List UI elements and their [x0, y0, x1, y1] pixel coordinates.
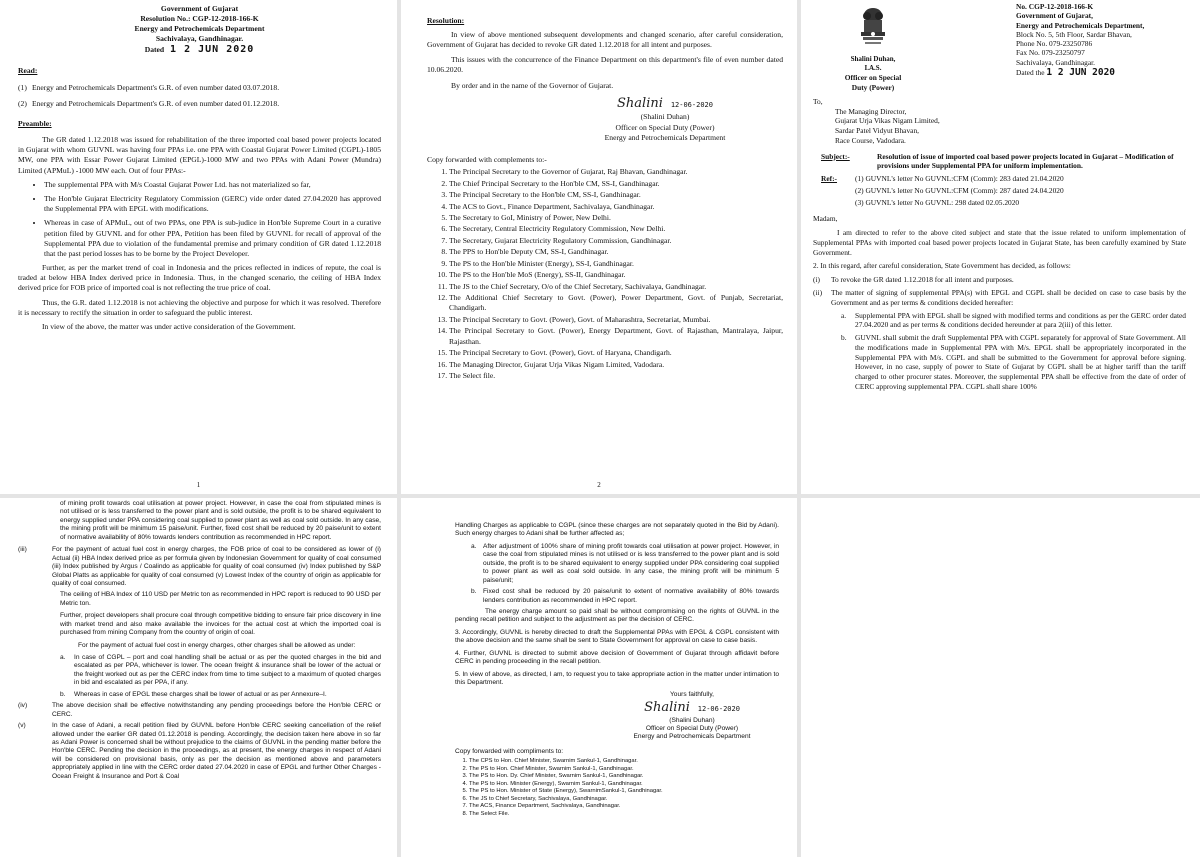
resolution-paragraph: In view of above mentioned subsequent developments and changed scenario, after careful consideration, Government of Gujarat has decided to revoke GR dated 1.12.2018 for all intent and purposes. — [427, 30, 783, 50]
decision-item — [18, 546, 381, 588]
copy-list-item: 5. The Secretary to GoI, Ministry of Power, New Delhi. — [449, 213, 783, 223]
date-stamp: 1 2 JUN 2020 — [1046, 66, 1116, 78]
reference-item: (3) GUVNL's letter No GUVNL: 298 dated 02.05.2020 — [855, 197, 1020, 207]
to-label: To, — [813, 96, 823, 106]
document-page-4 — [0, 498, 397, 857]
by-order-line: By order and in the name of the Governor of Gujarat. — [451, 80, 614, 90]
address-line: Fax No. 079-23250797 — [1016, 48, 1085, 58]
copy-list-item: 4. The PS to Hon. Minister (Energy), Swarnim Sankul-1, Gandhinagar. — [469, 781, 779, 789]
copy-list-item: 8. The Select File. — [469, 811, 779, 819]
decision-item-number: (i) — [813, 275, 820, 285]
item-paragraph: For the payment of actual fuel cost in energy charges, other charges shall be allowed as under: — [78, 641, 356, 649]
copy-list-item: 6. The Secretary, Central Electricity Regulatory Commission, New Delhi. — [449, 224, 783, 234]
copy-list-item: 2. The Chief Principal Secretary to the Hon'ble CM, SS-I, Gandhinagar. — [449, 179, 783, 189]
dated-label: Dated — [144, 45, 165, 55]
signature-date: 12-06-2020 — [670, 101, 713, 110]
decision-item — [18, 702, 381, 719]
reference-item: (2) GUVNL's letter No GUVNL:CFM (Comm): 287 dated 24.04.2020 — [855, 185, 1064, 195]
officer-title: Officer on Special Duty (Power) — [844, 73, 902, 92]
closing: Yours faithfully, — [670, 691, 714, 699]
copy-list-item: 4. The ACS to Govt., Finance Department, Sachivalaya, Gandhinagar. — [449, 202, 783, 212]
ppa-bullet-list — [18, 180, 381, 259]
document-page-1 — [0, 0, 397, 494]
item-paragraph: The ceiling of HBA Index of 110 USD per Metric ton as recommended in HPC report is reduced to 90 USD per Metric ton. — [60, 591, 381, 607]
item-paragraph: Further, project developers shall procure coal through competitive bidding to ensure fair price discovery in line with market trend and also make available the invoices for the actual cost at which the imported coal is purchased from mining Company from the country of origin of coal. — [60, 612, 381, 637]
signature-block — [547, 95, 783, 143]
dated-label: Dated the — [1016, 67, 1045, 77]
continuation-paragraph: Handling Charges as applicable to CGPL (since these charges are not separately quoted in the Bid by Adani). Such energy charges to Adani shall be further affected as; — [455, 522, 779, 538]
subitem-text: Supplemental PPA with EPGL shall be signed with modified terms and conditions as per the GERC order dated 27.04.2020 and as per terms & conditions decided hereunder at para 2(iii) of this letter. — [855, 310, 1186, 330]
copy-list-item: 2. The PS to Hon. Chief Minister, Swarnim Sankul-1, Gandhinagar. — [469, 766, 779, 774]
charges-subitem — [60, 691, 381, 699]
subitem-letter: b. — [60, 690, 66, 698]
letterhead-line: Government of Gujarat, — [1016, 11, 1093, 21]
copy-list-item: 3. The PS to Hon. Dy. Chief Minister, Swarnim Sankul-1, Gandhinagar. — [469, 773, 779, 781]
letter-paragraph: 5. In view of above, as directed, I am, to request you to take appropriate action in the matter under intimation to this Department. — [455, 670, 779, 686]
read-item-text: Energy and Petrochemicals Department's G.R. of even number dated 03.07.2018. — [32, 82, 280, 92]
copy-list-item: 1. The CPS to Hon. Chief Minister, Swarnim Sankul-1, Gandhinagar. — [469, 758, 779, 766]
state-emblem-icon — [856, 6, 890, 50]
document-page-2 — [401, 0, 797, 494]
copy-list-item: 1. The Principal Secretary to the Governor of Gujarat, Raj Bhavan, Gandhinagar. — [449, 167, 783, 177]
subitem-text: Fixed cost shall be reduced by 20 paise/unit to extent of normative availability of 80% towards lenders contribution as recommended in HPC report. — [483, 588, 779, 604]
recipient-address — [835, 107, 1186, 146]
energy-charge-subitem — [471, 543, 779, 585]
date-stamp: 1 2 JUN 2020 — [170, 44, 255, 56]
preamble-paragraph: The GR dated 1.12.2018 was issued for rehabilitation of the three imported coal based power projects located in Gujarat with whom GUVNL was having four PPAs i.e. one PPA with Coastal Gujarat Power Limited (CGPL)-1805 MW, one PPA with Essar Power Gujarat Limited (EPGL)-1000 MW and two PPAs with Adani Power (Mundra) Limited (APMuL) -1000 MW each. Out of four PPAs:- — [18, 135, 381, 175]
signatory-name: (Shalini Duhan) — [640, 112, 690, 122]
copy-list-item: 6. The JS to Chief Secretary, Sachivalaya, Gandhinagar. — [469, 796, 779, 804]
signature-date: 12-06-2020 — [697, 704, 740, 713]
continuation-paragraph: of mining profit towards coal utilisation at power project. However, in case the coal from stipulated mines is not utilised or is less transferred to the power plant and is sold outside, the profit is to be shared equivalent to energy supplied under PPA considering coal supplied to power plant as well as coal sold outside. In any case, the mining profit will be minimum 15 paise/unit. Further, fixed cost shall be reduced by 20 paise/unit to extent of normative availability of 80% towards lenders contribution as recommended in HPC report. — [60, 500, 381, 541]
subitem-letter: a. — [471, 542, 477, 550]
copy-list-item: 9. The PS to the Hon'ble Minister (Energy), SS-I, Gandhinagar. — [449, 259, 783, 269]
header-line: Resolution No.: CGP-12-2018-166-K — [140, 13, 259, 23]
copy-list-item: 17. The Select file. — [449, 371, 783, 381]
concurrence-paragraph: This issues with the concurrence of the Finance Department on this department's file of even number dated 10.06.2020. — [427, 54, 783, 74]
ppa-bullet: • The Hon'ble Gujarat Electricity Regulatory Commission (GERC) vide order dated 27.04.2020 has approved the Supplemental PPA with EPGL with modifications. — [44, 194, 381, 214]
read-item — [18, 99, 381, 109]
decision-item-number: (iv) — [18, 702, 28, 710]
copy-list-item: 3. The Principal Secretary to the Hon'ble CM, SS-I, Gandhinagar. — [449, 190, 783, 200]
signature-block — [605, 691, 779, 741]
signatory-department: Energy and Petrochemicals Department — [633, 733, 751, 741]
energy-charge-subitem — [471, 588, 779, 605]
ppa-bullet: • The supplemental PPA with M/s Coastal Gujarat Power Ltd. has not materialized so far, — [44, 180, 381, 190]
decision-item-text: To revoke the GR dated 1.12.2018 for all intent and purposes. — [831, 275, 1014, 285]
officer-name: Shalini Duhan, I.A.S. — [850, 54, 896, 72]
decision-item-number: (ii) — [813, 288, 823, 298]
copy-heading: Copy forwarded with compliments to: — [455, 747, 564, 755]
preamble-heading: Preamble: — [18, 118, 52, 128]
subject-line — [821, 152, 1186, 172]
signatory-name: (Shalini Duhan) — [669, 716, 715, 724]
signatory-department: Energy and Petrochemicals Department — [604, 132, 726, 142]
signatory-title: Officer on Special Duty (Power) — [615, 122, 715, 132]
decision-item — [18, 722, 381, 781]
subitem-text: Whereas in case of EPGL these charges shall be lower of actual or as per Annexure–I. — [74, 690, 327, 698]
address-line: Phone No. 079-23250786 — [1016, 39, 1093, 48]
subitem-text: GUVNL shall submit the draft Supplemental PPA with CGPL separately for approval of State Government. All the modifications made in Supplemental PPA with M/s. EPGL shall be appropriately incorporated in the Supplemental PPA with M/s. CGPL and shall be submitted to the Government for approval before signing. However, in no case, supply of power to State of Gujarat by CGPL shall be at higher tariff than the tariff charged to other procurer states. Moreover, the supplemental PPA shall be effective from the date of order of CERC approving supplemental PPA. CGPL shall share 100% — [855, 333, 1186, 391]
letter-paragraph: I am directed to refer to the above cited subject and state that the issue related to uniform implementation of Supplemental PPAs with imported coal based power projects located in Gujarat State, has been carefully examined by State Government. — [813, 228, 1186, 257]
copy-list-item: 11. The JS to the Chief Secretary, O/o of the Chief Secretary, Sachivalaya, Gandhinagar. — [449, 282, 783, 292]
decision-item-number: (v) — [18, 722, 26, 730]
decision-item-number: (iii) — [18, 546, 27, 554]
letterhead-right — [1016, 2, 1186, 93]
address-line: Sachivalaya, Gandhinagar. — [1016, 57, 1096, 67]
decision-item-text: The matter of signing of supplemental PPA(s) with EPGL and CGPL shall be decided on case to case basis by the Government and as per terms & conditions decided hereafter: — [831, 288, 1186, 307]
letter-paragraph: 4. Further, GUVNL is directed to submit above decision of Government of Gujarat through affidavit before CERC in pending proceeding in the recall petition. — [455, 649, 779, 666]
copy-list-item: 12. The Additional Chief Secretary to Govt. (Power), Power Department, Govt. of Punjab, Secretariat, Chandigarh. — [449, 293, 783, 313]
gr-header — [78, 4, 321, 56]
references — [821, 174, 1186, 209]
reference-item: (1) GUVNL's letter No GUVNL:CFM (Comm): 283 dated 21.04.2020 — [855, 174, 1064, 184]
recipient-line: The Managing Director, — [835, 106, 907, 116]
signature — [605, 700, 779, 717]
subject-text: Resolution of issue of imported coal based power projects located in Gujarat – Modification of provisions under Supplemental PPA for uniform implementation. — [877, 151, 1174, 171]
signature — [547, 95, 783, 112]
subitem-letter: b. — [471, 588, 477, 596]
copy-list-item: 10. The PS to the Hon'ble MoS (Energy), SS-II, Gandhinagar. — [449, 270, 783, 280]
charges-subitem — [60, 654, 381, 688]
signature-mark: Shalini — [644, 699, 690, 715]
recipient-line: Race Course, Vadodara. — [835, 135, 906, 145]
letter-paragraph: The energy charge amount so paid shall be without compromising on the rights of GUVNL in the pending recall petition and subject to the adjustment as per the decision of CERC. — [455, 607, 779, 624]
address-line: Block No. 5, 5th Floor, Sardar Bhavan, — [1016, 29, 1132, 39]
letter-paragraph: 2. In this regard, after careful consideration, State Government has decided, as follows: — [813, 261, 1071, 271]
read-item-text: Energy and Petrochemicals Department's G.R. of even number dated 01.12.2018. — [32, 98, 280, 108]
subitem-letter: a. — [841, 310, 847, 320]
dated-line — [1016, 67, 1186, 79]
signatory-title: Officer on Special Duty (Power) — [645, 724, 739, 732]
copy-list-item: 8. The PPS to Hon'ble Deputy CM, SS-I, Gandhinagar. — [449, 247, 783, 257]
read-item — [18, 83, 381, 93]
ppa-bullet: • Whereas in case of APMuL, out of two PPAs, one PPA is sub-judice in Hon'ble Supreme Court in a curative petition filed by GUVNL and for other PPA, Petition has been filed by GUVNL for recall of approval of the Supplemental PPA due to violation of the fundamental premise and primary condition of GR dated 1.12.2018 that the past period losses has to be borne by the Project Developer. — [44, 218, 381, 259]
market-trend-paragraph: Further, as per the market trend of coal in Indonesia and the prices reflected in indices of repute, the coal is traded at below HBA Index derived price in Indonesia. Thus, in the changed scenario, the ceiling of HBA Index derived price for FOB price of imported coal is not reflecting the true price of coal. — [18, 263, 381, 293]
objective-paragraph: Thus, the G.R. dated 1.12.2018 is not achieving the objective and purpose for which it was resolved. Therefore it is necessary to rectify the situation in order to safeguard the public interest. — [18, 297, 381, 317]
subitem-letter: b. — [841, 333, 847, 343]
page-number: 2 — [597, 480, 601, 489]
subitem-text: In case of CGPL – port and coal handling shall be actual or as per the quoted charges in the bid and escalated as per PPA, whichever is lower. The ocean freight & insurance shall be lower of the actual or the freight worked out as per the CERC index from time to time subject to a maximum of quoted charges in bid and escalated as per PPA, if any. — [74, 654, 381, 687]
read-heading: Read: — [18, 66, 38, 76]
letterhead — [813, 2, 1186, 93]
blank-page — [801, 498, 1200, 857]
decision-subitem — [841, 333, 1186, 392]
decision-item-text: The above decision shall be effective notwithstanding any pending proceedings before the Hon'ble CERC or CERC. — [52, 702, 381, 718]
signature-mark: Shalini — [617, 96, 663, 112]
copy-list-item: 7. The Secretary, Gujarat Electricity Regulatory Commission, Gandhinagar. — [449, 236, 783, 246]
decision-subitem — [841, 311, 1186, 331]
decision-item-text: For the payment of actual fuel cost in energy charges, the FOB price of coal to be considered as lower of (i) Actual (ii) HBA Index derived price as per formula given by Indonesian Government for quality of coal consumed (iii) Index published by Argus / Coalindo as applicable for quality of coal consumed (iv) Index published by S&P Global Platts as applicable for quality of coal consumed (v) Lowest Index of the country of origin as applicable for quality of coal consumed. — [52, 546, 381, 587]
copy-list-item: 14. The Principal Secretary to Govt. (Power), Energy Department, Govt. of Rajasthan, Mantralaya, Jaipur, Rajasthan. — [449, 326, 783, 346]
decision-item — [813, 275, 1186, 285]
copy-list-item: 7. The ACS, Finance Department, Sachivalaya, Gandhinagar. — [469, 803, 779, 811]
copy-list-item: 5. The PS to Hon. Minister of State (Energy), SwarnimSankul-1, Gandhinagar. — [469, 788, 779, 796]
page-number: 1 — [196, 480, 201, 489]
subitem-text: After adjustment of 100% share of mining profit towards coal utilisation at power project. However, in case the coal from stipulated mines is not utilised or is less transferred to the power plant and is sold outside, the profit is to be shared equivalent to energy supplied under PPA considering coal supplied to power plant as well as coal sold outside. In any case, the mining profit will be minimum 5 paise/unit; — [483, 542, 779, 584]
copy-list-item: 13. The Principal Secretary to Govt. (Power), Govt. of Maharashtra, Secretariat, Mumbai. — [449, 315, 783, 325]
dated-line — [78, 43, 321, 56]
read-item-number: (2) — [18, 98, 27, 108]
copy-list — [455, 758, 779, 818]
letter-number: No. CGP-12-2018-166-K — [1016, 2, 1094, 11]
subitem-letter: a. — [60, 654, 66, 661]
salutation: Madam, — [813, 214, 838, 224]
read-item-number: (1) — [18, 82, 27, 92]
copy-list — [427, 167, 783, 381]
consideration-paragraph: In view of the above, the matter was under active consideration of the Government. — [42, 321, 296, 331]
letter-paragraph: 3. Accordingly, GUVNL is hereby directed to draft the Supplemental PPAs with EPGL & CGPL consistent with the above decision and the same shall be sent to State Government for approval on case to case basis. — [455, 628, 779, 645]
recipient-line: Sardar Patel Vidyut Bhavan, — [835, 126, 919, 136]
decision-item-text: In the case of Adani, a recall petition filed by GUVNL before Hon'ble CERC seeking cancellation of the relief allowed under the earlier GR dated 01.12.2018 is pending. Accordingly, the decision taken here above in so far as Adani Power is concerned shall be without prejudice to the claims of GUVNL in the pending matter before the Hon'ble CERC. Pending the decision in the proceedings, as at present, the energy charges in respect of Adani will be considered on provisional basis, only as per the decision as mentioned above and parameters appropriately applied in line with the CERC order dated 27.04.2020 in case of EPGL and further Other Charges - Ocean Freight & Insurance and Port & Coal — [52, 722, 381, 780]
resolution-heading: Resolution: — [427, 16, 465, 25]
reference-label: Ref:- — [821, 174, 838, 184]
copy-list-item: 15. The Principal Secretary to Govt. (Power), Govt. of Haryana, Chandigarh. — [449, 348, 783, 358]
recipient-line: Gujarat Urja Vikas Nigam Limited, — [835, 116, 940, 126]
header-line: Government of Gujarat — [160, 4, 239, 13]
document-page-3 — [801, 0, 1200, 494]
subject-label: Subject:- — [821, 151, 850, 161]
document-page-5 — [401, 498, 797, 857]
header-line: Sachivalaya, Gandhinagar. — [155, 33, 244, 43]
copy-list-item: 16. The Managing Director, Gujarat Urja Vikas Nigam Limited, Vadodara. — [449, 360, 783, 370]
emblem-block — [843, 6, 903, 93]
letterhead-line: Energy and Petrochemicals Department, — [1016, 20, 1145, 30]
copy-heading: Copy forwarded with complements to:- — [427, 154, 547, 164]
header-line: Energy and Petrochemicals Department — [134, 23, 265, 33]
decision-item — [813, 288, 1186, 308]
